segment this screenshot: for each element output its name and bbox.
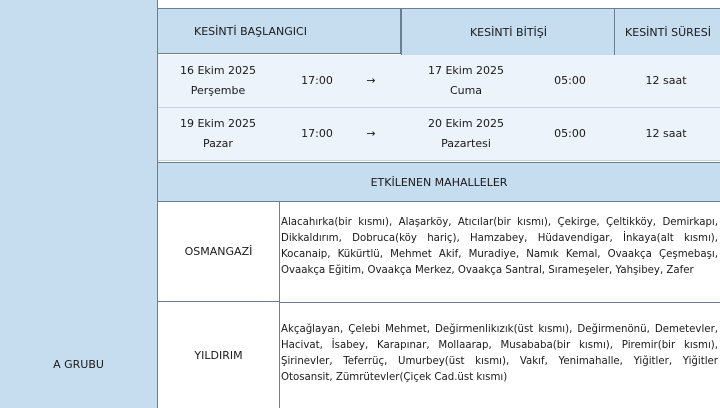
start-time: 17:00 [301, 74, 333, 87]
end-day: Cuma [449, 84, 483, 97]
start-day: Perşembe [190, 84, 246, 97]
header-end: KESİNTİ BİTİŞİ [401, 8, 616, 56]
table-row [158, 108, 720, 161]
start-time: 17:00 [301, 127, 333, 140]
start-date: 16 Ekim 2025 [179, 64, 257, 77]
header-duration: KESİNTİ SÜRESİ [614, 8, 720, 56]
start-date-cell [158, 61, 278, 101]
end-date: 20 Ekim 2025 [427, 117, 505, 130]
arrow-icon: → [366, 74, 376, 87]
header-start: KESİNTİ BAŞLANGICI [157, 8, 401, 54]
affected-neighborhoods-title: ETKİLENEN MAHALLELER [158, 162, 720, 202]
duration: 12 saat [645, 127, 687, 140]
end-time: 05:00 [554, 127, 586, 140]
group-label: A GRUBU [53, 358, 104, 371]
neighborhood-list: Akçağlayan, Çelebi Mehmet, Değirmenlikızık(üst kısmı), Değirmenönü, Demetevler, Hacivat, İsabey, Karapınar, Mollaarap, Musababa(bir kısmı), Piremir(bir kısmı), Şirinevler, Teferrüç, Umurbey(üst kısmı), Vakıf, Yenimahalle, Yiğitler, Yiğitler Otosansit, Zümrütevler(Çiçek Cad.üst kısmı) [281, 324, 718, 383]
neighborhood-list: Alacahırka(bir kısmı), Alaşarköy, Atıcılar(bir kısmı), Çekirge, Çeltikköy, Demirkapı, Dikkaldırım, Dobruca(köy hariç), Hamzabey, Hüdavendigar, İnkaya(alt kısmı), Kocanaip, Kükürtlü, Mehmet Akif, Muradiye, Namık Kemal, Ovaakça Çeşmebaşı, Ovaakça Eğitim, Ovaakça Merkez, Ovaakça Santral, Sırameşeler, Yahşibey, Zafer [281, 217, 718, 276]
end-time: 05:00 [554, 74, 586, 87]
arrow-icon: → [366, 127, 376, 140]
district-name: OSMANGAZİ [158, 201, 280, 302]
district-name: YILDIRIM [158, 302, 280, 408]
divider [280, 302, 720, 303]
start-day: Pazar [203, 137, 233, 150]
end-date: 17 Ekim 2025 [427, 64, 505, 77]
start-date-cell [158, 114, 278, 154]
end-day: Pazartesi [441, 137, 491, 150]
table-row [158, 55, 720, 108]
duration: 12 saat [645, 74, 687, 87]
start-date: 19 Ekim 2025 [179, 117, 257, 130]
group-cell [0, 0, 158, 408]
